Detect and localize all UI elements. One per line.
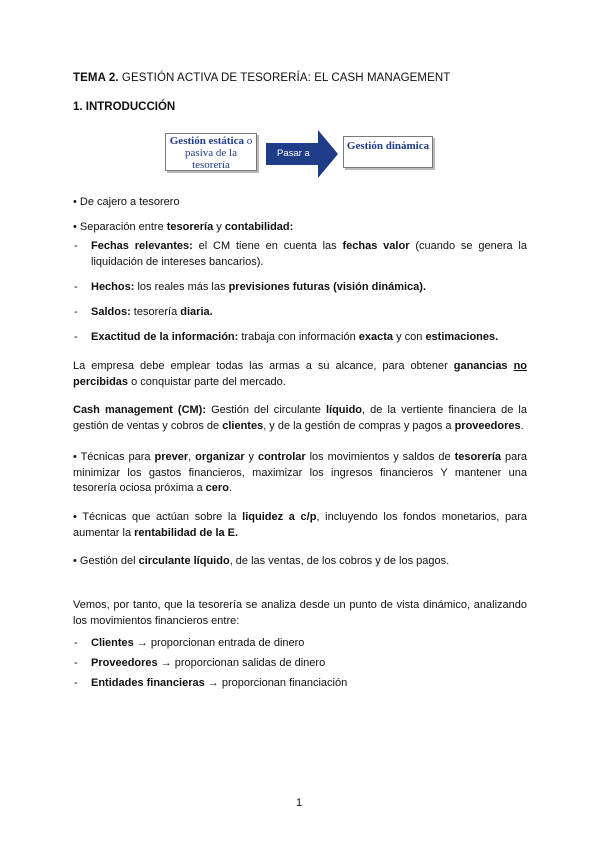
list-item-text: los reales más las bbox=[134, 281, 229, 293]
static-management-box bbox=[165, 133, 257, 171]
para-bold4: proveedores bbox=[454, 419, 521, 432]
list-item-bold2: exacta bbox=[358, 331, 394, 343]
para-text3: y bbox=[244, 451, 258, 463]
list-item-bold2: fechas valor bbox=[342, 240, 410, 252]
para-text2: , de la vertiente financiera de la gestión de ventas y cobros de bbox=[73, 404, 527, 432]
dynamic-management-box: Gestión dinámica bbox=[343, 136, 433, 168]
para-text6: . bbox=[228, 482, 232, 494]
para-text3: , y de la gestión de compras y pagos a bbox=[263, 419, 455, 432]
list-item-bold: Saldos: bbox=[91, 306, 131, 318]
bullet-cajero: • De cajero a tesorero bbox=[73, 196, 180, 208]
list-dash: - bbox=[74, 677, 78, 689]
list-item bbox=[74, 656, 527, 672]
section-heading: 1. INTRODUCCIÓN bbox=[73, 101, 176, 113]
list-item bbox=[74, 239, 527, 270]
title-text: GESTIÓN ACTIVA DE TESORERÍA: EL CASH MANAGEMENT bbox=[118, 72, 451, 84]
arrow-label: Pasar a bbox=[277, 148, 310, 159]
para-text2: , de las ventas, de los cobros y de los pagos. bbox=[229, 555, 450, 567]
list-dash: - bbox=[74, 240, 78, 252]
list-item bbox=[74, 280, 527, 296]
list-item bbox=[74, 636, 527, 652]
list-dash: - bbox=[74, 637, 78, 649]
para-bold2: líquido bbox=[325, 404, 363, 416]
para-bold: liquidez a c/p bbox=[242, 511, 317, 523]
paragraph-armas bbox=[73, 359, 527, 390]
list-item-bold2: previsiones futuras (visión dinámica). bbox=[228, 281, 427, 293]
para-bold4: tesorería bbox=[454, 451, 502, 463]
bullet-separacion-mid: y bbox=[213, 221, 225, 233]
bullet-separacion bbox=[73, 221, 293, 233]
para-text4: . bbox=[520, 419, 524, 432]
para-bold2: rentabilidad de la E. bbox=[134, 526, 239, 539]
para-bold3: controlar bbox=[257, 451, 306, 463]
static-management-label-bold: Gestión estática bbox=[169, 135, 244, 147]
bullet-separacion-text: • Separación entre bbox=[73, 221, 167, 233]
para-bold: prever bbox=[154, 451, 189, 463]
para-text2: , incluyendo los fondos monetarios, para aumentar la bbox=[73, 511, 527, 539]
para-text2: , bbox=[188, 451, 196, 463]
para-text5: para minimizar los gastos financieros, maximizar los ingresos financieros Y mantener una tesorería ociosa próxima a bbox=[73, 451, 527, 494]
list-dash: - bbox=[74, 281, 78, 293]
title-topic-number: TEMA 2. bbox=[73, 72, 119, 84]
list-dash: - bbox=[74, 306, 78, 318]
list-item bbox=[74, 305, 527, 321]
para-text2: o conquistar parte del mercado. bbox=[128, 375, 286, 388]
list-item-bold2: diaria. bbox=[180, 306, 213, 318]
paragraph-cash-management bbox=[73, 403, 527, 434]
para-bold3: clientes bbox=[222, 419, 264, 432]
list-item-text: el CM tiene en cuenta las bbox=[192, 240, 343, 252]
list-item-bold: Exactitud de la información: bbox=[91, 331, 239, 343]
list-item bbox=[74, 330, 527, 346]
list-item-bold: Hechos: bbox=[91, 281, 135, 293]
para-text: La empresa debe emplear todas las armas a su alcance, para obtener bbox=[73, 360, 454, 372]
list-item-bold: Fechas relevantes: bbox=[91, 240, 193, 252]
list-item-text: trabaja con información bbox=[238, 331, 359, 343]
para-bold: circulante líquido bbox=[138, 555, 230, 567]
list-item-text: → proporcionan entrada de dinero bbox=[133, 637, 305, 649]
page-number: 1 bbox=[296, 797, 303, 809]
paragraph-gestion-circulante bbox=[73, 554, 527, 570]
para-bold5: cero bbox=[205, 482, 229, 494]
para-text4: los movimientos y saldos de bbox=[305, 451, 455, 463]
list-item-text: → proporcionan financiación bbox=[204, 677, 348, 689]
para-text: • Gestión del bbox=[73, 555, 139, 567]
list-item-bold: Proveedores bbox=[91, 657, 158, 669]
management-diagram bbox=[165, 130, 445, 180]
para-text: Gestión del circulante bbox=[206, 404, 326, 416]
list-item-bold: Clientes bbox=[91, 637, 134, 649]
paragraph-tecnicas-prever bbox=[73, 450, 527, 497]
paragraph-vemos: Vemos, por tanto, que la tesorería se analiza desde un punto de vista dinámico, analizando los movimientos financieros entre: bbox=[73, 599, 527, 627]
para-text: • Técnicas para bbox=[73, 451, 155, 463]
bullet-separacion-bold2: contabilidad: bbox=[224, 221, 294, 233]
list-dash: - bbox=[74, 331, 78, 343]
list-item-bold3: estimaciones. bbox=[425, 331, 499, 343]
para-bold: Cash management (CM): bbox=[73, 404, 206, 416]
para-bold2: percibidas bbox=[73, 375, 129, 388]
list-item bbox=[74, 676, 527, 692]
para-bold: ganancias bbox=[453, 360, 514, 372]
list-dash: - bbox=[74, 657, 78, 669]
bullet-separacion-bold1: tesorería bbox=[166, 221, 214, 233]
list-item-text2: (cuando se genera la liquidación de intereses bancarios). bbox=[91, 240, 527, 268]
list-item-bold: Entidades financieras bbox=[91, 677, 205, 689]
list-item-text: tesorería bbox=[130, 306, 181, 318]
para-bold2: organizar bbox=[195, 451, 245, 463]
static-management-label-rest: o pasiva de la tesorería bbox=[185, 135, 253, 171]
list-item-text2: y con bbox=[393, 331, 426, 343]
document-title bbox=[73, 72, 450, 84]
list-item-text: → proporcionan salidas de dinero bbox=[157, 657, 326, 669]
paragraph-tecnicas-liquidez bbox=[73, 510, 527, 541]
para-text: • Técnicas que actúan sobre la bbox=[73, 511, 243, 523]
para-underline: no bbox=[513, 360, 528, 372]
